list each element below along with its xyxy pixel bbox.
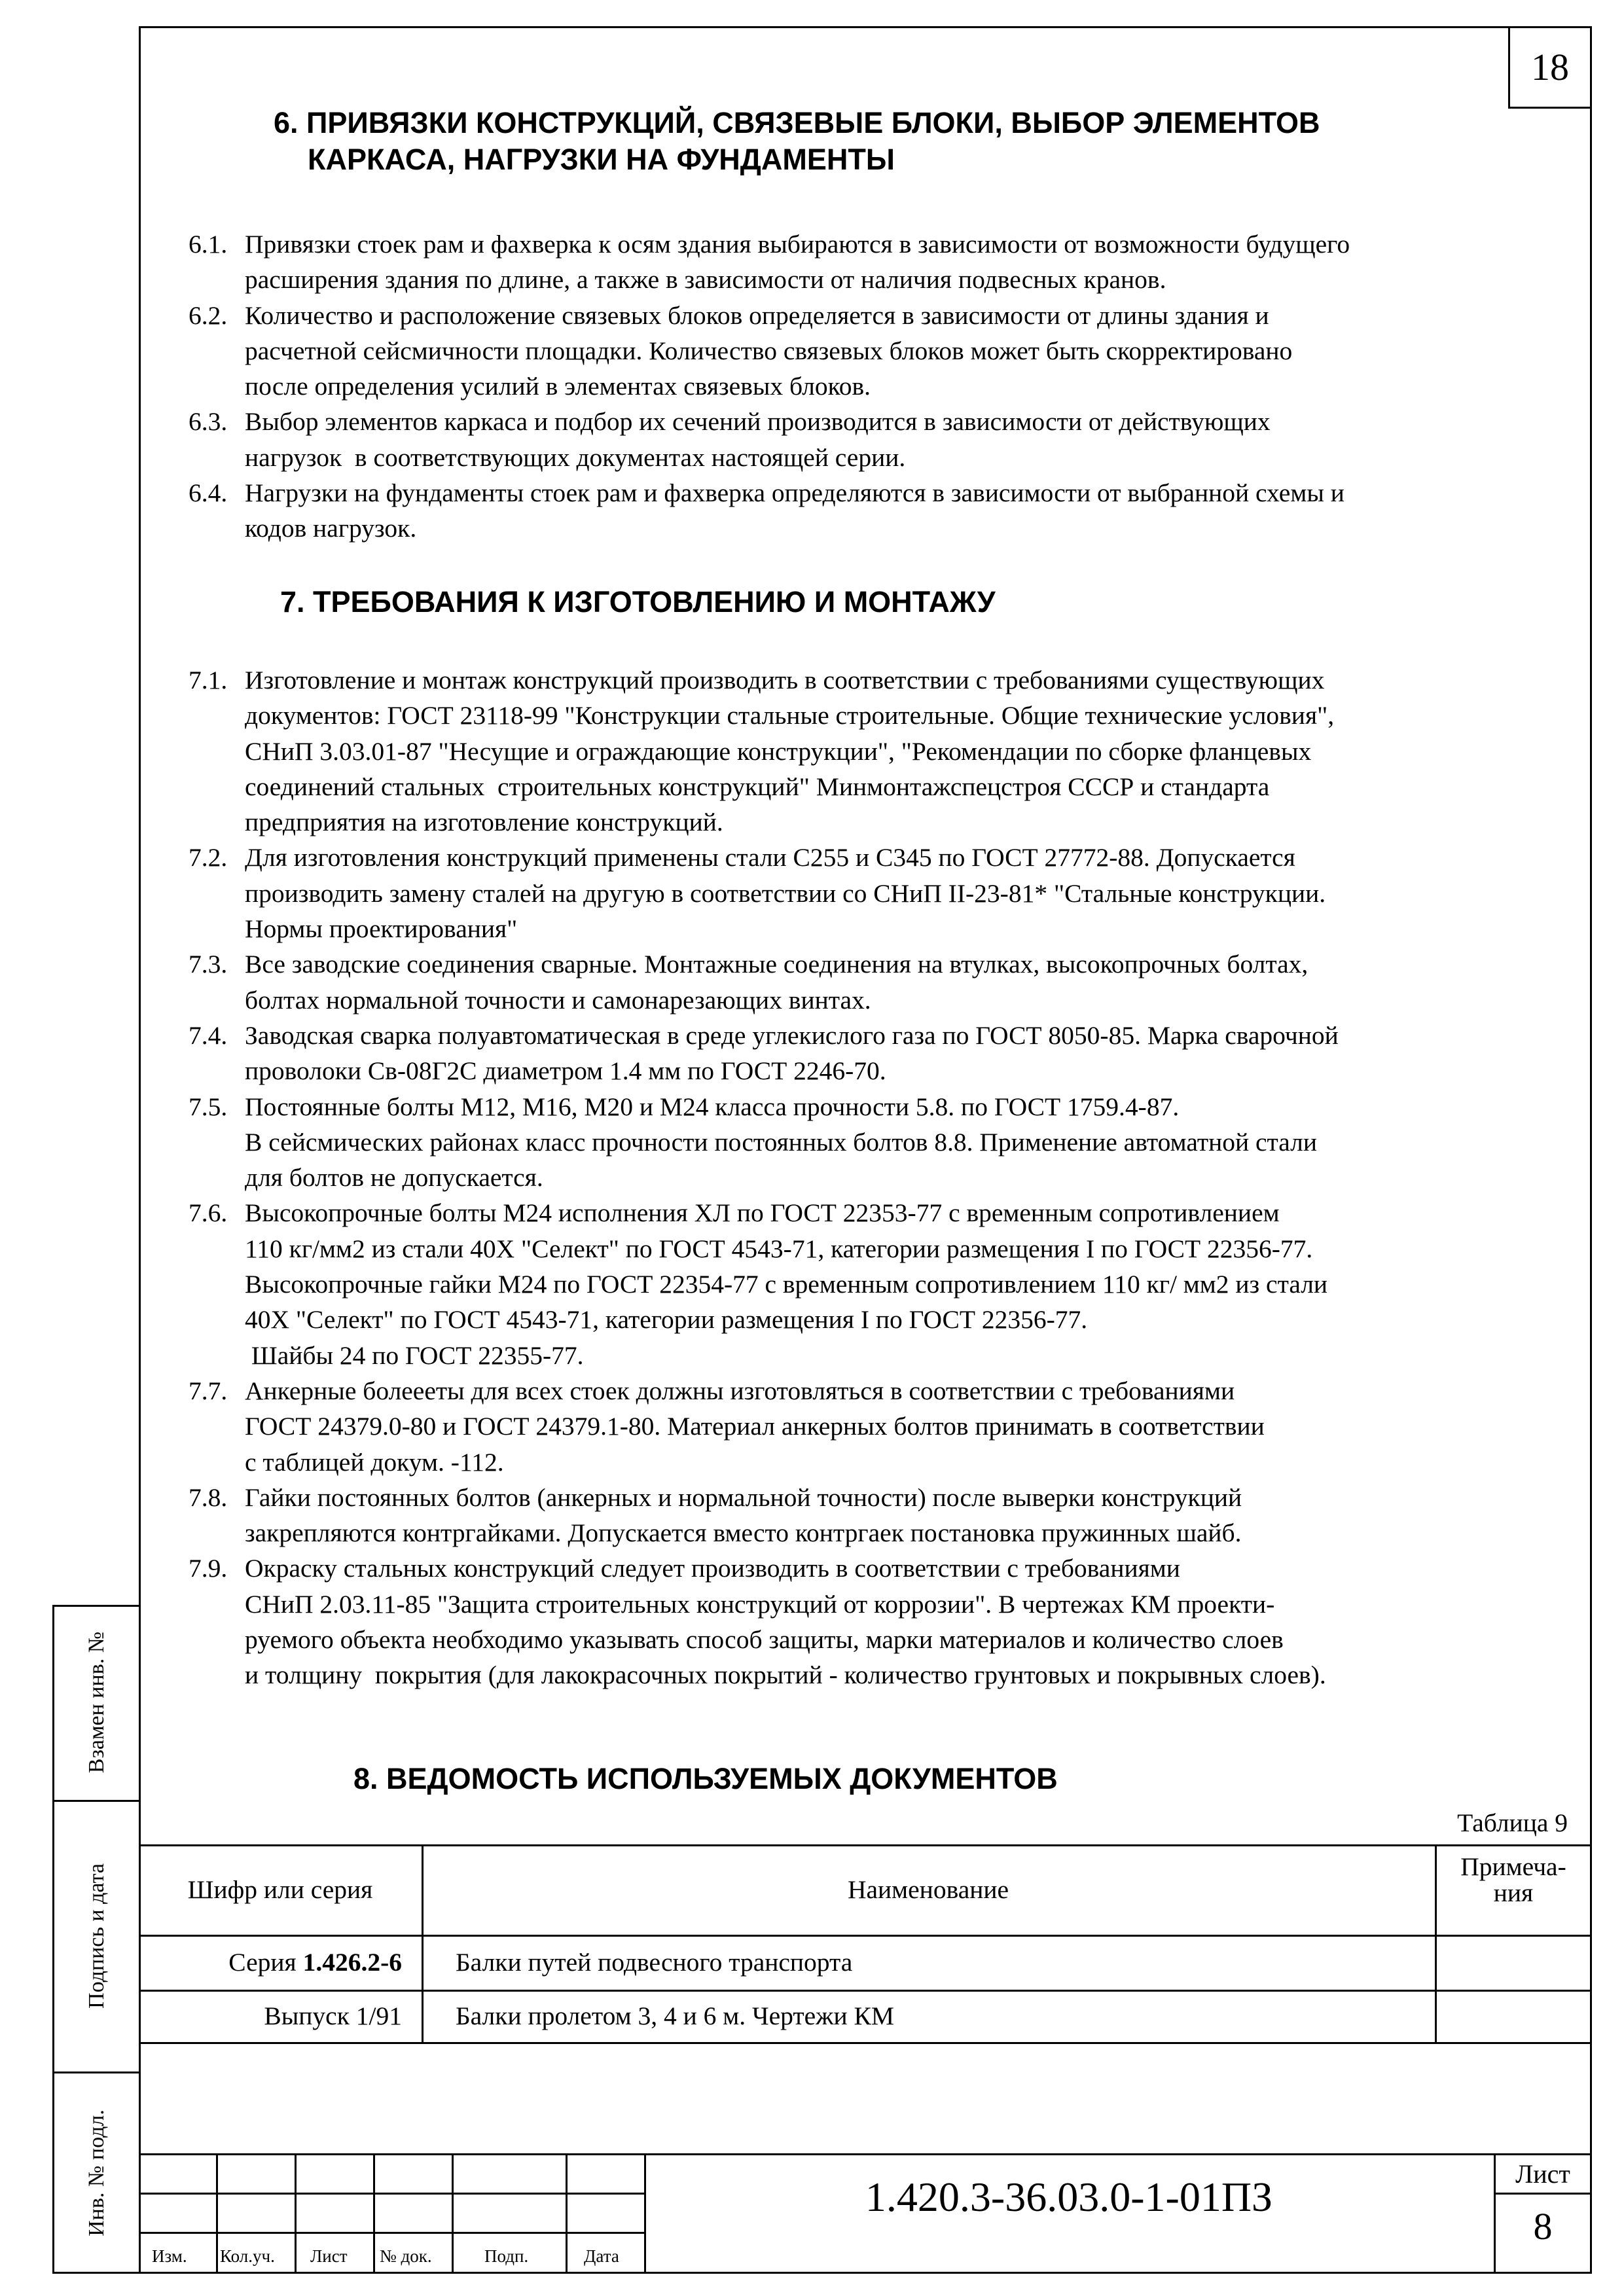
title-block-row: [1494, 2193, 1592, 2195]
item-number: 7.5.: [189, 1092, 228, 1121]
item-number: 7.9.: [189, 1554, 228, 1583]
header-code-label: Шифр или серия: [187, 1875, 373, 1904]
item-line: проволоки Св-08Г2С диаметром 1.4 мм по ГОСТ 2246-70.: [245, 1056, 886, 1086]
section8-heading: [353, 1761, 1058, 1797]
item-text: [245, 1089, 1570, 1196]
item-line: кодов нагрузок.: [245, 514, 417, 543]
item-line: предприятия на изготовление конструкций.: [245, 808, 723, 837]
item-number: 7.1.: [189, 666, 228, 694]
item-number: 6.3.: [189, 407, 228, 437]
item-line: расчетной сейсмичности площадки. Количество связевых блоков может быть скорректировано: [245, 336, 1293, 365]
documents-table: [139, 1844, 1592, 2042]
side-field-vzamen: [52, 1605, 141, 1800]
stamp-label-kol: Кол.уч.: [220, 2246, 275, 2266]
title-block-top: [139, 2153, 1592, 2155]
item-line: СНиП 2.03.11-85 "Защита строительных конструкций от коррозии". В чертежах КМ проекти-: [245, 1589, 1275, 1619]
section6-item: [189, 226, 1570, 298]
item-number: 7.4.: [189, 1020, 228, 1050]
table-border-bottom: [139, 2042, 1592, 2044]
item-number: 6.2.: [189, 300, 228, 330]
item-line: Постоянные болты М12, М16, М20 и М24 класса прочности 5.8. по ГОСТ 1759.4-87.: [245, 1092, 1180, 1121]
item-line: после определения усилий в элементах связевых блоков.: [245, 372, 871, 401]
item-line: производить замену сталей на другую в соответствии со СНиП II-23-81* "Стальные конструкции.: [245, 878, 1326, 908]
row1-name-text: Балки путей подвесного транспорта: [456, 1948, 853, 1977]
stamp-label-doc: № док.: [380, 2246, 432, 2266]
item-text: [245, 475, 1570, 547]
item-line: для болтов не допускается.: [245, 1163, 543, 1193]
section7-item: [189, 1195, 1570, 1372]
section7-item: [189, 1089, 1570, 1196]
section6-title-line2: КАРКАСА, НАГРУЗКИ НА ФУНДАМЕНТЫ: [308, 143, 895, 176]
section7-item: [189, 662, 1570, 840]
section6-heading: [274, 105, 1320, 178]
section7-heading: [280, 584, 996, 620]
item-text: [245, 1018, 1570, 1089]
item-line: закрепляются контргайками. Допускается вместо контргаек постановка пружинных шайб.: [245, 1518, 1242, 1548]
item-text: [245, 1373, 1570, 1480]
section6-title-line1: 6. ПРИВЯЗКИ КОНСТРУКЦИЙ, СВЯЗЕВЫЕ БЛОКИ, ВЫБОР ЭЛЕМЕНТОВ: [274, 106, 1320, 139]
section7-item: [189, 1018, 1570, 1089]
header-note-line1: Примеча-: [1460, 1852, 1566, 1881]
section6-item: [189, 404, 1570, 475]
item-line: Изготовление и монтаж конструкций производить в соответствии с требованиями существующих: [245, 666, 1325, 694]
item-line: Количество и расположение связевых блоков определяется в зависимости от длины здания и: [245, 300, 1269, 330]
item-line: и толщину покрытия (для лакокрасочных покрытий - количество грунтовых и покрывных слоев).: [245, 1660, 1326, 1690]
item-text: [245, 298, 1570, 404]
header-note: [1435, 1851, 1592, 1909]
section7-item: [189, 1373, 1570, 1480]
item-text: [245, 404, 1570, 475]
item-text: [245, 662, 1570, 840]
item-text: [245, 1551, 1570, 1693]
title-block-col: [373, 2153, 375, 2274]
row1-code-series: 1.426.2-6: [302, 1948, 402, 1977]
item-line: соединений стальных строительных конструкций" Минмонтажспецстроя СССР и стандарта: [245, 772, 1270, 801]
row1-code: [139, 1935, 402, 1990]
header-name: [422, 1844, 1435, 1935]
item-line: ГОСТ 24379.0-80 и ГОСТ 24379.1-80. Материал анкерных болтов принимать в соответствии: [245, 1412, 1265, 1441]
item-line: 110 кг/мм2 из стали 40Х "Селект" по ГОСТ 4543-71, категории размещения I по ГОСТ 22356-77.: [245, 1234, 1313, 1263]
header-code: [139, 1844, 422, 1935]
sheet-label: Лист: [1515, 2159, 1570, 2189]
item-line: Анкерные болеееты для всех стоек должны изготовляться в соответствии с требованиями: [245, 1376, 1235, 1405]
item-line: руемого объекта необходимо указывать способ защиты, марки материалов и количество слоев: [245, 1625, 1284, 1655]
item-line: с таблицей докум. -112.: [245, 1447, 504, 1477]
section7-item: [189, 1480, 1570, 1551]
section7-item: [189, 1551, 1570, 1693]
item-line: Нагрузки на фундаменты стоек рам и фахверка определяются в зависимости от выбранной схемы и: [245, 478, 1344, 508]
title-block-col: [452, 2153, 454, 2274]
table-caption: Таблица 9: [1457, 1808, 1568, 1837]
side-field-inv: [52, 2072, 141, 2274]
item-line: болтах нормальной точности и самонарезающих винтах.: [245, 985, 871, 1014]
header-note-line2: ния: [1493, 1878, 1534, 1907]
row1-code-prefix: Серия: [228, 1948, 303, 1977]
section7-list: [189, 662, 1570, 1693]
item-text: [245, 946, 1570, 1018]
item-line: В сейсмических районах класс прочности постоянных болтов 8.8. Применение автоматной стали: [245, 1127, 1318, 1157]
section6-item: [189, 475, 1570, 547]
page-number: 18: [1508, 26, 1592, 109]
item-line: Окраску стальных конструкций следует производить в соответствии с требованиями: [245, 1554, 1180, 1583]
item-number: 7.7.: [189, 1376, 228, 1405]
section7-item: [189, 946, 1570, 1018]
item-number: 7.8.: [189, 1482, 228, 1512]
item-line: Высокопрочные болты М24 исполнения ХЛ по ГОСТ 22353-77 с временным сопротивлением: [245, 1198, 1280, 1228]
row1-name: [456, 1935, 1424, 1990]
stamp-label-podp: Подп.: [484, 2246, 529, 2266]
item-number: 6.4.: [189, 478, 228, 508]
item-line: Все заводские соединения сварные. Монтажные соединения на втулках, высокопрочных болтах,: [245, 950, 1308, 979]
item-number: 6.1.: [189, 230, 228, 259]
item-number: 7.3.: [189, 950, 228, 979]
item-line: Заводская сварка полуавтоматическая в среде углекислого газа по ГОСТ 8050-85. Марка сварочной: [245, 1020, 1339, 1050]
item-line: Шайбы 24 по ГОСТ 22355-77.: [245, 1340, 584, 1370]
side-field-podpis: [52, 1800, 141, 2072]
item-line: нагрузок в соответствующих документах настоящей серии.: [245, 442, 906, 472]
item-line: Высокопрочные гайки М24 по ГОСТ 22354-77 с временным сопротивлением 110 кг/ мм2 из стали: [245, 1270, 1328, 1299]
side-label-inv: Инв. № подл.: [84, 2109, 109, 2236]
header-name-label: Наименование: [847, 1875, 1009, 1904]
section7-title: 7. ТРЕБОВАНИЯ К ИЗГОТОВЛЕНИЮ И МОНТАЖУ: [280, 585, 996, 619]
item-text: [245, 1195, 1570, 1372]
item-line: 40Х "Селект" по ГОСТ 4543-71, категории размещения I по ГОСТ 22356-77.: [245, 1305, 1088, 1335]
sheet-number: 8: [1533, 2205, 1553, 2248]
item-line: СНиП 3.03.01-87 "Несущие и ограждающие конструкции", "Рекомендации по сборке фланцевых: [245, 736, 1312, 766]
item-line: Привязки стоек рам и фахверка к осям здания выбираются в зависимости от возможности будущего: [245, 230, 1350, 259]
item-text: [245, 1480, 1570, 1551]
document-code: 1.420.3-36.03.0-1-01ПЗ: [865, 2174, 1273, 2220]
item-line: расширения здания по длине, а также в зависимости от наличия подвесных кранов.: [245, 265, 1166, 295]
section7-item: [189, 840, 1570, 946]
title-block-col: [566, 2153, 568, 2274]
row2-code-text: Выпуск 1/91: [264, 2001, 402, 2030]
stamp-label-izm: Изм.: [152, 2246, 187, 2266]
item-line: Гайки постоянных болтов (анкерных и нормальной точности) после выверки конструкций: [245, 1482, 1242, 1512]
stamp-label-data: Дата: [584, 2246, 619, 2266]
item-line: Нормы проектирования": [245, 914, 518, 944]
item-text: [245, 840, 1570, 946]
title-block-row: [139, 2232, 644, 2234]
item-line: Для изготовления конструкций применены стали С255 и С345 по ГОСТ 27772-88. Допускается: [245, 843, 1295, 872]
title-block-row: [139, 2193, 644, 2195]
item-number: 7.6.: [189, 1198, 228, 1228]
title-block-col: [295, 2153, 297, 2274]
row2-name: [456, 1990, 1424, 2042]
item-number: 7.2.: [189, 843, 228, 872]
section6-item: [189, 298, 1570, 404]
item-line: Выбор элементов каркаса и подбор их сечений производится в зависимости от действующих: [245, 407, 1271, 437]
title-block-col: [216, 2153, 218, 2274]
item-line: документов: ГОСТ 23118-99 "Конструкции стальные строительные. Общие технические условия",: [245, 701, 1335, 730]
row2-code: [139, 1990, 402, 2042]
section6-list: [189, 226, 1570, 547]
side-label-vzamen: Взамен инв. №: [84, 1631, 109, 1774]
row2-name-text: Балки пролетом 3, 4 и 6 м. Чертежи КМ: [456, 2001, 894, 2030]
stamp-label-list: Лист: [310, 2246, 348, 2266]
section8-title: 8. ВЕДОМОСТЬ ИСПОЛЬЗУЕМЫХ ДОКУМЕНТОВ: [353, 1762, 1058, 1795]
item-text: [245, 226, 1570, 298]
title-block: [139, 2153, 1592, 2274]
side-label-podpis: Подпись и дата: [84, 1863, 109, 2009]
